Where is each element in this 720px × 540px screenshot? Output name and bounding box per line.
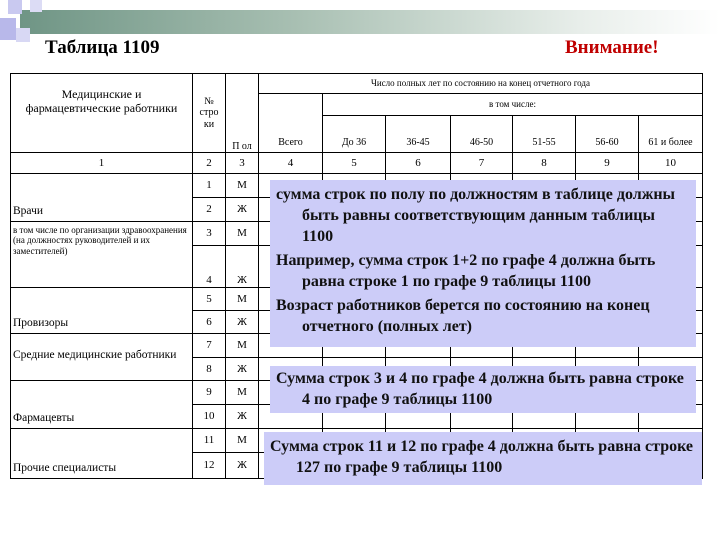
sex-cell: Ж: [226, 198, 259, 222]
row-number-cell: 9: [193, 381, 226, 405]
header-sex: П ол: [226, 74, 259, 153]
note-text: Сумма строк 3 и 4 по графе 4 должна быть равна строке 4 по графе 9 таблицы 1100: [276, 370, 684, 408]
sex-cell: М: [226, 429, 259, 453]
decoration-square: [8, 0, 22, 14]
row-number-cell: 3: [193, 222, 226, 246]
warning-label: Внимание!: [565, 37, 659, 58]
col-number: 6: [386, 153, 451, 174]
row-group-label: в том числе по организации здравоохранения (на должностях руководителей и их заместителей): [11, 222, 193, 288]
col-number: 4: [259, 153, 323, 174]
header-age-col: До 36: [323, 116, 386, 153]
header-age-col: 56-60: [576, 116, 639, 153]
row-number-cell: 1: [193, 174, 226, 198]
note-text: Например, сумма строк 1+2 по графе 4 должна быть равна строке 1 по графе 9 таблицы 1100: [276, 252, 656, 290]
decoration-square: [30, 0, 42, 12]
sex-cell: Ж: [226, 246, 259, 288]
header-total: Всего: [259, 94, 323, 153]
header-decoration-bar: [20, 10, 720, 34]
sex-cell: Ж: [226, 311, 259, 334]
page-title: Таблица 1109: [45, 37, 160, 58]
header-age-col: 51-55: [513, 116, 576, 153]
row-group-label: Средние медицинские работники: [11, 334, 193, 381]
row-number-cell: 2: [193, 198, 226, 222]
note-callout-1: [270, 180, 696, 347]
row-number-cell: 7: [193, 334, 226, 358]
col-number: 5: [323, 153, 386, 174]
note-text: Сумма строк 11 и 12 по графе 4 должна быть равна строке 127 по графе 9 таблицы 1100: [270, 438, 694, 476]
row-number-cell: 10: [193, 405, 226, 429]
decoration-square: [0, 18, 16, 40]
col-number: 10: [639, 153, 703, 174]
sex-cell: М: [226, 381, 259, 405]
col-number: 1: [11, 153, 193, 174]
note-callout-3: [264, 432, 702, 485]
row-number-cell: 4: [193, 246, 226, 288]
sex-cell: Ж: [226, 358, 259, 381]
sex-cell: М: [226, 174, 259, 198]
row-number-cell: 12: [193, 453, 226, 479]
sex-cell: М: [226, 334, 259, 358]
sex-cell: М: [226, 222, 259, 246]
note-text: сумма строк по полу по должностям в таблице должны быть равны соответствующим данным таблицы 1100: [276, 186, 676, 245]
header-age-col: 46-50: [451, 116, 513, 153]
row-number-cell: 8: [193, 358, 226, 381]
header-including: в том числе:: [323, 94, 703, 116]
header-age-col: 36-45: [386, 116, 451, 153]
sex-cell: М: [226, 288, 259, 311]
header-workers: Медицинские и фармацевтические работники: [11, 74, 193, 153]
col-number: 7: [451, 153, 513, 174]
header-age-col: 61 и более: [639, 116, 703, 153]
note-text: Возраст работников берется по состоянию на конец отчетного (полных лет): [276, 297, 650, 335]
row-group-label: Прочие специалисты: [11, 429, 193, 479]
col-number: 8: [513, 153, 576, 174]
row-group-label: Врачи: [11, 174, 193, 222]
decoration-square: [16, 28, 30, 42]
note-callout-2: [270, 366, 696, 413]
sex-cell: Ж: [226, 405, 259, 429]
row-group-label: Фармацевты: [11, 381, 193, 429]
header-row-number: № стро ки: [193, 74, 226, 153]
row-number-cell: 5: [193, 288, 226, 311]
row-number-cell: 6: [193, 311, 226, 334]
row-number-cell: 11: [193, 429, 226, 453]
row-group-label: Провизоры: [11, 288, 193, 334]
column-number-row: [11, 153, 703, 174]
col-number: 3: [226, 153, 259, 174]
header-age-group: Число полных лет по состоянию на конец отчетного года: [259, 74, 703, 94]
col-number: 9: [576, 153, 639, 174]
sex-cell: Ж: [226, 453, 259, 479]
col-number: 2: [193, 153, 226, 174]
